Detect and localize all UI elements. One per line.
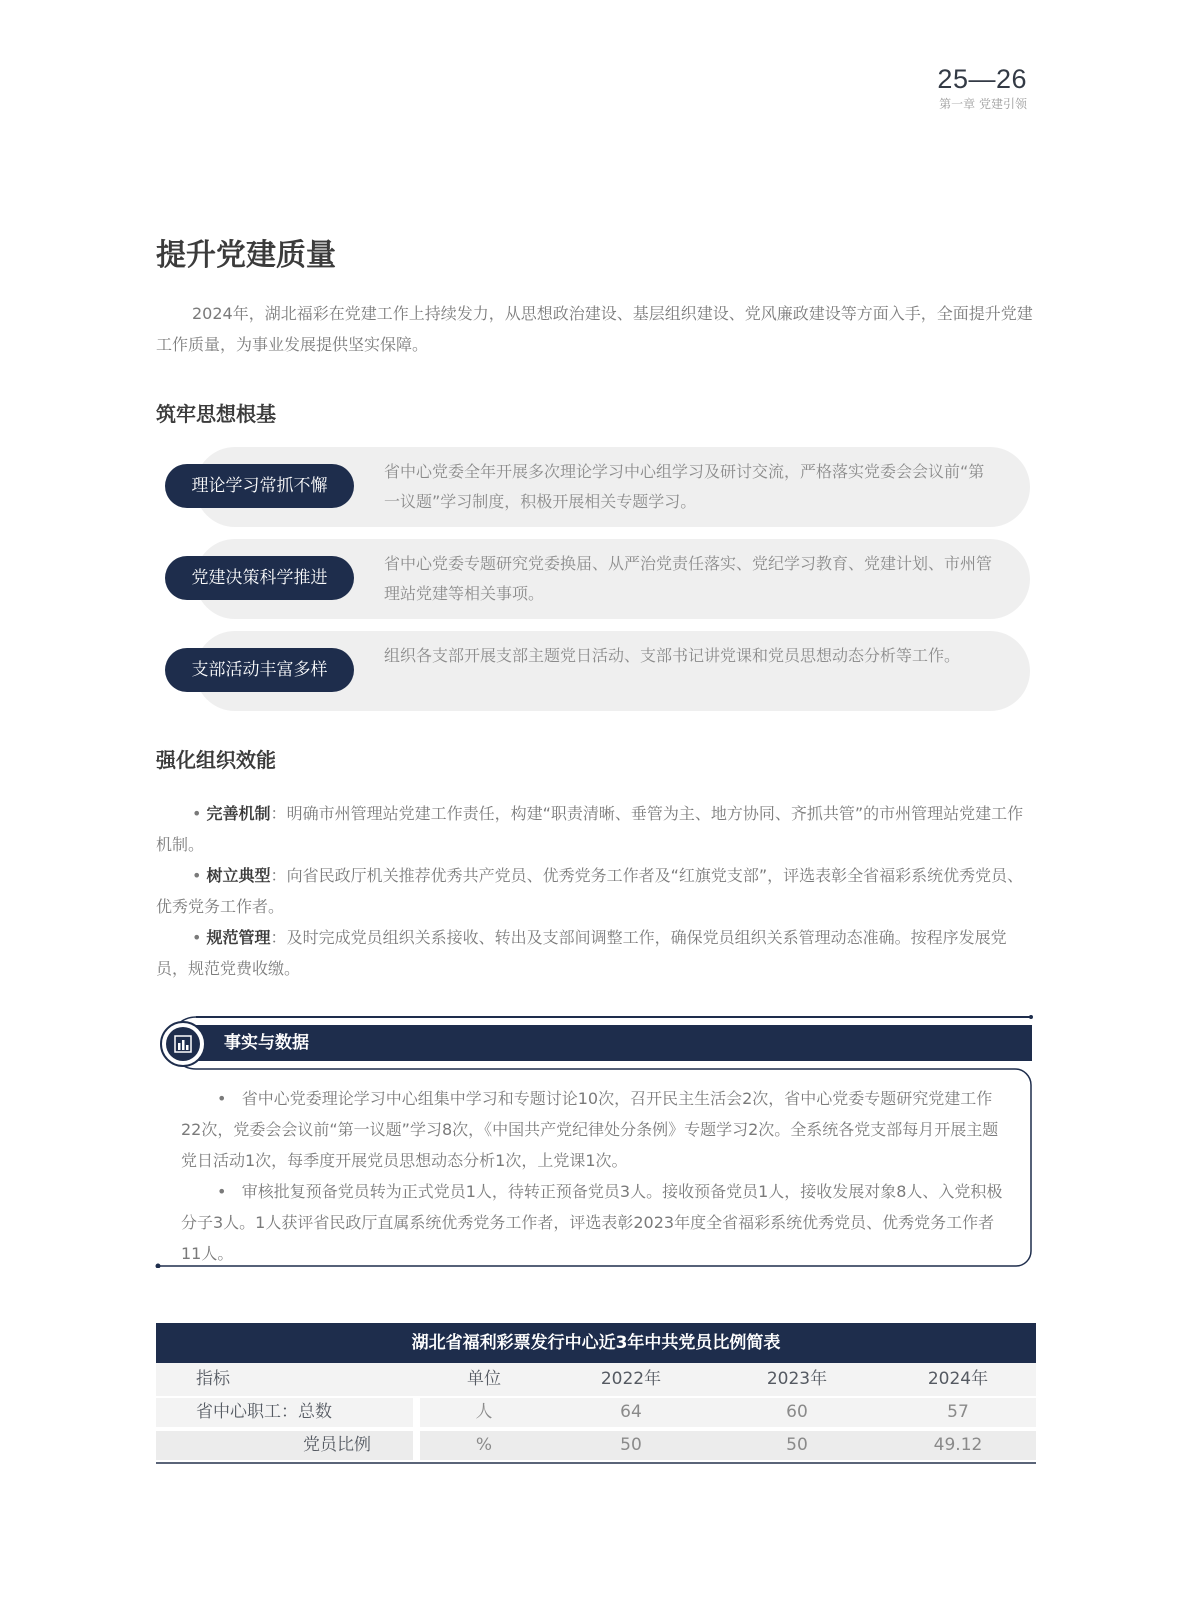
row-label-background [156, 1431, 413, 1460]
list-item-text: 向省民政厅机关推荐优秀共产党员、优秀党务工作者及“红旗党支部”，评选表彰全省福彩系统优秀党员、优秀党务工作者。 [156, 866, 1024, 916]
chapter-label: 第一章 党建引领 [939, 97, 1027, 111]
row-label: 省中心职工：总数 [196, 1402, 332, 1422]
cell-unit: % [475, 1435, 493, 1455]
card-label-pill: 支部活动丰富多样 [165, 648, 354, 692]
facts-bullet: • 审核批复预备党员转为正式党员1人，待转正预备党员3人。接收预备党员1人，接收发展对象8人、入党积极分子3人。1人获评省民政厅直属系统优秀党务工作者，评选表彰2023年度全省福彩系统优秀党员、优秀党务工作者11人。 [181, 1182, 1003, 1263]
header-year: 2023年 [766, 1369, 828, 1389]
list-item-label: 完善机制 [206, 804, 271, 823]
section-heading-organization: 强化组织效能 [156, 748, 276, 772]
facts-title: 事实与数据 [224, 1033, 309, 1053]
header-unit: 单位 [467, 1369, 501, 1389]
facts-bullet-text: 审核批复预备党员转为正式党员1人，待转正预备党员3人。接收预备党员1人，接收发展对象8人、入党积极分子3人。1人获评省民政厅直属系统优秀党务工作者，评选表彰2023年度全省福彩系统优秀党员、优秀党务工作者11人。 [181, 1182, 1003, 1263]
page-number: 25—26 [937, 64, 1027, 94]
cell-value: 49.12 [933, 1435, 983, 1455]
row-label: 党员比例 [303, 1435, 371, 1455]
facts-bullet: • 省中心党委理论学习中心组集中学习和专题讨论10次，召开民主生活会2次，省中心党委专题研究党建工作22次，党委会会议前“第一议题”学习8次，《中国共产党纪律处分条例》专题学习2次。全系统各党支部每月开展主题党日活动1次，每季度开展党员思想动态分析1次，上党课1次。 [181, 1089, 999, 1170]
facts-body [181, 1083, 1011, 1269]
card-label-pill: 党建决策科学推进 [165, 556, 354, 600]
list-item-label: 规范管理 [206, 928, 271, 947]
table-row [156, 1429, 1036, 1462]
table-bottom-rule [156, 1462, 1036, 1464]
cell-value: 50 [620, 1435, 642, 1455]
header-year: 2022年 [600, 1369, 662, 1389]
cell-value: 60 [786, 1402, 808, 1422]
list-item: • 完善机制：明确市州管理站党建工作责任，构建“职责清晰、垂管为主、地方协同、齐抓共管”的市州管理站党建工作机制。 [156, 804, 1024, 854]
table-title: 湖北省福利彩票发行中心近3年中共党员比例简表 [156, 1323, 1036, 1363]
card-text: 省中心党委全年开展多次理论学习中心组学习及研讨交流，严格落实党委会会议前“第一议题”学习制度，积极开展相关专题学习。 [384, 462, 985, 511]
header-year: 2024年 [927, 1369, 989, 1389]
list-item: • 规范管理：及时完成党员组织关系接收、转出及支部间调整工作，确保党员组织关系管理动态准确。按程序发展党员，规范党费收缴。 [156, 928, 1007, 978]
header-indicator: 指标 [196, 1369, 230, 1389]
facts-bullet-text: 省中心党委理论学习中心组集中学习和专题讨论10次，召开民主生活会2次，省中心党委专题研究党建工作22次，党委会会议前“第一议题”学习8次，《中国共产党纪律处分条例》专题学习2次。全系统各党支部每月开展主题党日活动1次，每季度开展党员思想动态分析1次，上党课1次。 [181, 1089, 999, 1170]
table-header-row [156, 1363, 1036, 1396]
list-item: • 树立典型：向省民政厅机关推荐优秀共产党员、优秀党务工作者及“红旗党支部”，评选表彰全省福彩系统优秀党员、优秀党务工作者。 [156, 866, 1024, 916]
intro-paragraph: 2024年，湖北福彩在党建工作上持续发力，从思想政治建设、基层组织建设、党风廉政建设等方面入手，全面提升党建工作质量，为事业发展提供坚实保障。 [156, 304, 1033, 354]
bar-chart-icon [166, 1027, 200, 1061]
card-text: 组织各支部开展支部主题党日活动、支部书记讲党课和党员思想动态分析等工作。 [384, 646, 961, 665]
list-item-text: 明确市州管理站党建工作责任，构建“职责清晰、垂管为主、地方协同、齐抓共管”的市州管理站党建工作机制。 [156, 804, 1024, 854]
page-title: 提升党建质量 [156, 238, 336, 273]
organization-list [156, 798, 1036, 984]
cell-unit: 人 [475, 1402, 493, 1422]
list-item-text: 及时完成党员组织关系接收、转出及支部间调整工作，确保党员组织关系管理动态准确。按程序发展党员，规范党费收缴。 [156, 928, 1007, 978]
cell-value: 57 [947, 1402, 969, 1422]
list-item-label: 树立典型 [206, 866, 271, 885]
card-label-pill: 理论学习常抓不懈 [165, 464, 354, 508]
card-text: 省中心党委专题研究党委换届、从严治党责任落实、党纪学习教育、党建计划、市州管理站党建等相关事项。 [384, 554, 993, 603]
cell-value: 64 [620, 1402, 642, 1422]
party-member-table [156, 1323, 1036, 1464]
cell-value: 50 [786, 1435, 808, 1455]
facts-header-bar [195, 1025, 1032, 1061]
table-row [156, 1396, 1036, 1429]
section-heading-foundation: 筑牢思想根基 [156, 402, 276, 426]
